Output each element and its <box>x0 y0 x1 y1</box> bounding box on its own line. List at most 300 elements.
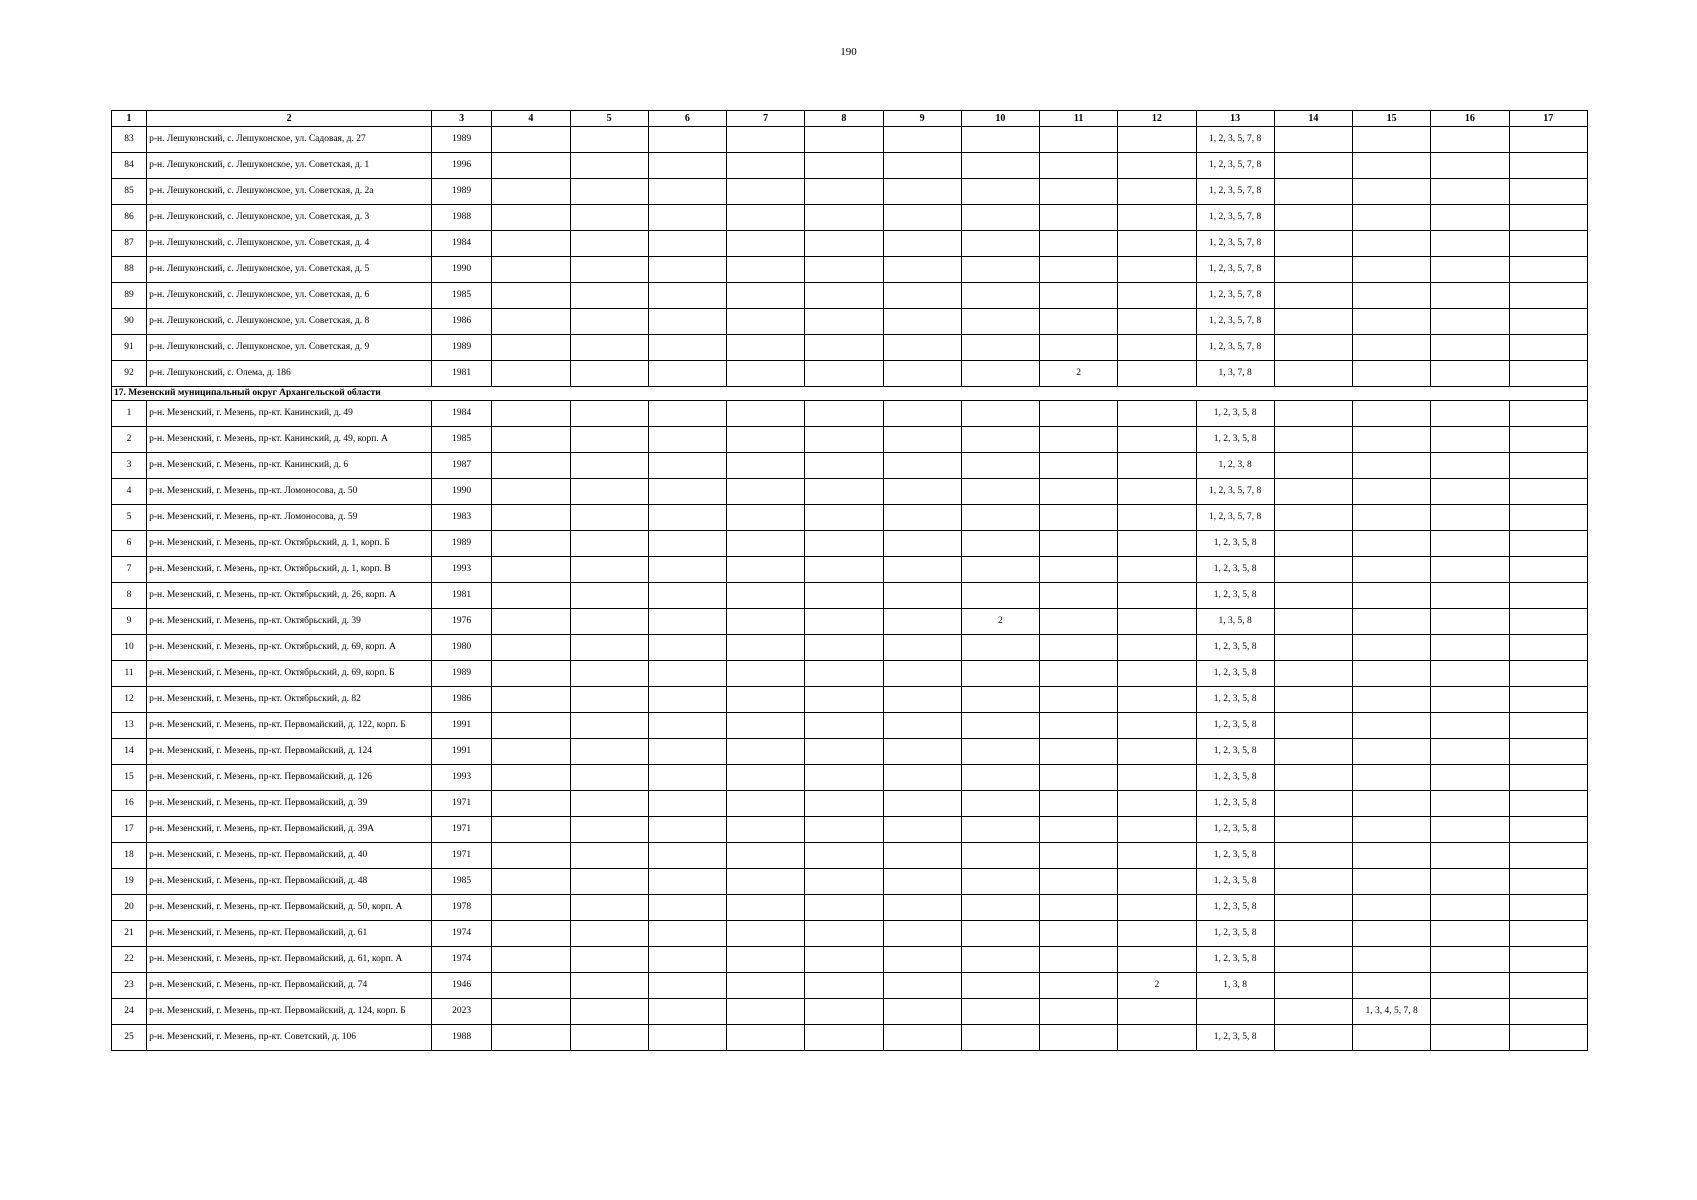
table-cell <box>1274 283 1352 309</box>
table-row <box>112 231 1588 257</box>
column-header: 15 <box>1353 111 1431 127</box>
column-header: 11 <box>1040 111 1118 127</box>
table-cell <box>961 765 1039 791</box>
table-cell <box>1040 609 1118 635</box>
table-cell <box>961 231 1039 257</box>
table-cell <box>1509 531 1587 557</box>
column-header: 4 <box>492 111 570 127</box>
table-cell <box>961 661 1039 687</box>
column-header: 2 <box>147 111 432 127</box>
table-cell <box>1509 283 1587 309</box>
table-cell <box>492 427 570 453</box>
table-cell <box>1040 895 1118 921</box>
table-cell <box>570 283 648 309</box>
table-cell <box>1040 661 1118 687</box>
table-cell <box>961 401 1039 427</box>
table-cell <box>727 531 805 557</box>
table-cell <box>961 531 1039 557</box>
table-cell <box>1274 127 1352 153</box>
table-cell <box>492 257 570 283</box>
table-cell <box>1118 947 1196 973</box>
table-cell <box>1040 635 1118 661</box>
table-cell: 1, 2, 3, 5, 8 <box>1196 661 1274 687</box>
table-cell <box>1274 531 1352 557</box>
table-cell <box>805 895 883 921</box>
table-cell <box>1274 557 1352 583</box>
column-header: 3 <box>432 111 492 127</box>
table-cell <box>492 999 570 1025</box>
address-cell: р-н. Лешуконский, с. Лешуконское, ул. Советская, д. 4 <box>147 231 432 257</box>
table-cell <box>1118 283 1196 309</box>
table-cell <box>961 869 1039 895</box>
table-cell <box>492 687 570 713</box>
table-cell <box>1118 713 1196 739</box>
table-cell <box>883 765 961 791</box>
table-cell <box>1118 661 1196 687</box>
year-cell: 1993 <box>432 557 492 583</box>
table-cell <box>727 661 805 687</box>
table-cell <box>1431 283 1509 309</box>
table-cell <box>1118 999 1196 1025</box>
table-cell <box>1274 257 1352 283</box>
address-cell: р-н. Мезенский, г. Мезень, пр-кт. Ломоносова, д. 59 <box>147 505 432 531</box>
table-cell <box>648 609 726 635</box>
column-header: 9 <box>883 111 961 127</box>
table-cell <box>961 205 1039 231</box>
table-cell <box>1274 453 1352 479</box>
column-header: 6 <box>648 111 726 127</box>
year-cell: 1993 <box>432 765 492 791</box>
table-cell <box>1118 205 1196 231</box>
year-cell: 1981 <box>432 583 492 609</box>
table-row <box>112 179 1588 205</box>
table-cell <box>1431 427 1509 453</box>
table-cell <box>727 843 805 869</box>
table-cell <box>648 661 726 687</box>
table-cell: 1, 2, 3, 5, 8 <box>1196 843 1274 869</box>
row-number-cell: 19 <box>112 869 147 895</box>
table-cell <box>1509 257 1587 283</box>
table-cell <box>1509 309 1587 335</box>
table-cell <box>805 609 883 635</box>
table-cell <box>961 999 1039 1025</box>
table-cell <box>1274 843 1352 869</box>
table-cell <box>1509 999 1587 1025</box>
table-cell <box>1509 869 1587 895</box>
year-cell: 1989 <box>432 531 492 557</box>
year-cell: 1989 <box>432 661 492 687</box>
address-cell: р-н. Лешуконский, с. Лешуконское, ул. Советская, д. 6 <box>147 283 432 309</box>
table-cell <box>570 843 648 869</box>
table-cell <box>727 401 805 427</box>
table-cell <box>1509 843 1587 869</box>
address-cell: р-н. Лешуконский, с. Лешуконское, ул. Советская, д. 2а <box>147 179 432 205</box>
table-cell <box>883 401 961 427</box>
table-cell <box>883 557 961 583</box>
table-cell <box>1431 205 1509 231</box>
table-cell <box>805 817 883 843</box>
table-cell <box>961 973 1039 999</box>
table-cell <box>1431 127 1509 153</box>
table-cell <box>1118 1025 1196 1051</box>
table-cell <box>1353 309 1431 335</box>
table-cell <box>1431 947 1509 973</box>
table-cell <box>492 921 570 947</box>
table-cell <box>570 401 648 427</box>
row-number-cell: 5 <box>112 505 147 531</box>
table-cell <box>805 531 883 557</box>
column-header: 5 <box>570 111 648 127</box>
table-cell <box>1509 505 1587 531</box>
table-row <box>112 309 1588 335</box>
address-cell: р-н. Мезенский, г. Мезень, пр-кт. Первомайский, д. 48 <box>147 869 432 895</box>
table-cell <box>1118 765 1196 791</box>
year-cell: 1996 <box>432 153 492 179</box>
table-cell <box>961 479 1039 505</box>
address-cell: р-н. Мезенский, г. Мезень, пр-кт. Октябрьский, д. 82 <box>147 687 432 713</box>
table-cell <box>648 791 726 817</box>
table-cell <box>570 765 648 791</box>
column-header: 13 <box>1196 111 1274 127</box>
table-cell <box>1353 361 1431 387</box>
table-cell <box>727 609 805 635</box>
table-cell <box>1353 583 1431 609</box>
table-cell <box>883 921 961 947</box>
table-cell <box>1196 999 1274 1025</box>
table-row <box>112 687 1588 713</box>
table-cell <box>883 309 961 335</box>
table-cell <box>570 127 648 153</box>
row-number-cell: 18 <box>112 843 147 869</box>
table-cell <box>1274 635 1352 661</box>
table-cell <box>648 947 726 973</box>
table-cell <box>883 713 961 739</box>
year-cell: 1986 <box>432 687 492 713</box>
table-cell <box>1509 557 1587 583</box>
table-cell <box>805 557 883 583</box>
table-row <box>112 205 1588 231</box>
table-cell <box>492 635 570 661</box>
row-number-cell: 90 <box>112 309 147 335</box>
table-cell <box>570 179 648 205</box>
table-cell <box>1040 999 1118 1025</box>
table-cell <box>727 557 805 583</box>
table-cell <box>1274 895 1352 921</box>
table-row <box>112 635 1588 661</box>
table-cell <box>1353 609 1431 635</box>
table-cell <box>961 687 1039 713</box>
table-cell <box>1274 231 1352 257</box>
table-cell <box>492 231 570 257</box>
table-cell <box>492 153 570 179</box>
table-cell <box>883 479 961 505</box>
table-cell <box>1431 453 1509 479</box>
table-cell <box>1118 453 1196 479</box>
table-cell <box>570 973 648 999</box>
table-cell <box>648 427 726 453</box>
table-cell <box>1118 127 1196 153</box>
section-title: 17. Мезенский муниципальный округ Архангельской области <box>112 387 1588 401</box>
address-cell: р-н. Мезенский, г. Мезень, пр-кт. Первомайский, д. 124, корп. Б <box>147 999 432 1025</box>
table-cell <box>727 687 805 713</box>
column-header: 8 <box>805 111 883 127</box>
table-cell <box>1431 505 1509 531</box>
table-cell <box>727 361 805 387</box>
table-cell <box>1353 557 1431 583</box>
table-cell <box>1040 687 1118 713</box>
table-cell <box>727 921 805 947</box>
row-number-cell: 92 <box>112 361 147 387</box>
table-cell <box>1274 687 1352 713</box>
table-cell: 1, 2, 3, 5, 7, 8 <box>1196 153 1274 179</box>
row-number-cell: 25 <box>112 1025 147 1051</box>
table-cell <box>805 713 883 739</box>
table-cell <box>492 791 570 817</box>
table-row <box>112 479 1588 505</box>
table-cell <box>1353 257 1431 283</box>
table-cell <box>1353 479 1431 505</box>
address-cell: р-н. Мезенский, г. Мезень, пр-кт. Первомайский, д. 74 <box>147 973 432 999</box>
table-cell <box>883 453 961 479</box>
table-cell: 1, 2, 3, 5, 7, 8 <box>1196 309 1274 335</box>
table-cell <box>648 739 726 765</box>
table-cell <box>1118 869 1196 895</box>
row-number-cell: 12 <box>112 687 147 713</box>
table-cell <box>1040 453 1118 479</box>
row-number-cell: 3 <box>112 453 147 479</box>
year-cell: 1978 <box>432 895 492 921</box>
table-cell <box>1040 479 1118 505</box>
table-cell <box>570 231 648 257</box>
table-cell <box>961 283 1039 309</box>
table-cell <box>805 505 883 531</box>
table-cell <box>1353 179 1431 205</box>
table-cell <box>727 895 805 921</box>
row-number-cell: 22 <box>112 947 147 973</box>
table-cell <box>1509 231 1587 257</box>
table-cell <box>1118 153 1196 179</box>
table-row <box>112 843 1588 869</box>
table-cell <box>1431 479 1509 505</box>
table-cell <box>1431 1025 1509 1051</box>
address-cell: р-н. Мезенский, г. Мезень, пр-кт. Первомайский, д. 61, корп. А <box>147 947 432 973</box>
table-cell <box>1353 973 1431 999</box>
row-number-cell: 21 <box>112 921 147 947</box>
table-cell <box>727 999 805 1025</box>
table-cell <box>1118 361 1196 387</box>
table-cell <box>805 921 883 947</box>
table-cell <box>1431 179 1509 205</box>
table-cell <box>570 1025 648 1051</box>
table-cell <box>883 635 961 661</box>
table-cell <box>1431 999 1509 1025</box>
table-cell <box>1118 635 1196 661</box>
table-cell <box>1509 583 1587 609</box>
table-cell <box>1040 257 1118 283</box>
table-cell <box>1509 947 1587 973</box>
table-row <box>112 401 1588 427</box>
address-cell: р-н. Мезенский, г. Мезень, пр-кт. Канинский, д. 49 <box>147 401 432 427</box>
table-row <box>112 921 1588 947</box>
table-cell <box>1274 999 1352 1025</box>
table-cell <box>1431 739 1509 765</box>
table-cell: 1, 3, 8 <box>1196 973 1274 999</box>
table-cell <box>648 557 726 583</box>
table-cell <box>1118 739 1196 765</box>
table-cell: 1, 2, 3, 5, 8 <box>1196 869 1274 895</box>
table-cell <box>1509 127 1587 153</box>
table-cell <box>1353 739 1431 765</box>
table-row <box>112 661 1588 687</box>
year-cell: 1971 <box>432 817 492 843</box>
table-cell: 1, 3, 5, 8 <box>1196 609 1274 635</box>
table-cell <box>1509 335 1587 361</box>
row-number-cell: 20 <box>112 895 147 921</box>
table-cell <box>1118 817 1196 843</box>
table-cell <box>1040 283 1118 309</box>
table-cell <box>492 283 570 309</box>
table-row <box>112 427 1588 453</box>
table-cell <box>1274 205 1352 231</box>
table-cell <box>1118 505 1196 531</box>
table-cell <box>648 179 726 205</box>
table-cell <box>727 869 805 895</box>
table-cell <box>1353 713 1431 739</box>
table-cell: 1, 2, 3, 5, 7, 8 <box>1196 205 1274 231</box>
table-cell <box>492 335 570 361</box>
table-cell <box>1118 895 1196 921</box>
table-cell <box>492 947 570 973</box>
address-cell: р-н. Лешуконский, с. Лешуконское, ул. Советская, д. 3 <box>147 205 432 231</box>
table-cell <box>727 791 805 817</box>
table-cell <box>1431 661 1509 687</box>
table-row <box>112 713 1588 739</box>
table-cell: 2 <box>1118 973 1196 999</box>
table-cell <box>1353 401 1431 427</box>
table-cell <box>805 127 883 153</box>
table-cell <box>805 453 883 479</box>
table-row <box>112 283 1588 309</box>
table-cell: 1, 2, 3, 5, 8 <box>1196 791 1274 817</box>
table-cell <box>805 179 883 205</box>
table-cell <box>961 335 1039 361</box>
table-cell <box>1353 231 1431 257</box>
table-cell <box>648 583 726 609</box>
row-number-cell: 7 <box>112 557 147 583</box>
table-cell <box>883 739 961 765</box>
table-cell <box>1353 531 1431 557</box>
table-cell <box>727 453 805 479</box>
table-cell <box>648 687 726 713</box>
table-cell <box>727 583 805 609</box>
table-cell <box>1040 205 1118 231</box>
table-cell <box>1118 427 1196 453</box>
year-cell: 1974 <box>432 947 492 973</box>
table-cell <box>648 205 726 231</box>
table-cell <box>492 661 570 687</box>
table-cell <box>648 973 726 999</box>
table-cell <box>1353 205 1431 231</box>
table-cell <box>1118 687 1196 713</box>
year-cell: 1988 <box>432 205 492 231</box>
table-cell <box>1509 609 1587 635</box>
table-cell <box>805 427 883 453</box>
column-header: 7 <box>727 111 805 127</box>
table-row <box>112 817 1588 843</box>
table-cell <box>1509 361 1587 387</box>
table-cell: 1, 2, 3, 5, 7, 8 <box>1196 231 1274 257</box>
table-cell: 1, 2, 3, 5, 8 <box>1196 531 1274 557</box>
address-cell: р-н. Лешуконский, с. Лешуконское, ул. Советская, д. 5 <box>147 257 432 283</box>
table-cell <box>1274 791 1352 817</box>
table-cell <box>570 453 648 479</box>
address-cell: р-н. Мезенский, г. Мезень, пр-кт. Октябрьский, д. 1, корп. В <box>147 557 432 583</box>
table-cell <box>648 505 726 531</box>
table-row <box>112 739 1588 765</box>
table-cell <box>1040 401 1118 427</box>
year-cell: 1989 <box>432 335 492 361</box>
table-row <box>112 557 1588 583</box>
table-cell: 1, 2, 3, 5, 8 <box>1196 921 1274 947</box>
table-cell <box>883 999 961 1025</box>
table-cell <box>1040 817 1118 843</box>
table-cell <box>1118 401 1196 427</box>
address-cell: р-н. Лешуконский, с. Лешуконское, ул. Советская, д. 9 <box>147 335 432 361</box>
year-cell: 1990 <box>432 257 492 283</box>
table-cell <box>1353 895 1431 921</box>
table-cell <box>492 361 570 387</box>
table-cell <box>1118 257 1196 283</box>
table-cell <box>570 309 648 335</box>
table-cell <box>648 635 726 661</box>
table-cell <box>1274 869 1352 895</box>
registry-table <box>111 110 1588 1051</box>
table-cell <box>1118 609 1196 635</box>
table-row <box>112 335 1588 361</box>
table-cell <box>570 687 648 713</box>
table-cell <box>1353 869 1431 895</box>
table-cell <box>570 205 648 231</box>
address-cell: р-н. Мезенский, г. Мезень, пр-кт. Первомайский, д. 61 <box>147 921 432 947</box>
table-cell <box>1509 205 1587 231</box>
table-cell <box>1118 531 1196 557</box>
address-cell: р-н. Мезенский, г. Мезень, пр-кт. Канинский, д. 49, корп. А <box>147 427 432 453</box>
table-cell <box>883 505 961 531</box>
table-cell <box>492 895 570 921</box>
table-row <box>112 609 1588 635</box>
table-cell <box>570 531 648 557</box>
table-cell <box>492 609 570 635</box>
table-cell <box>1274 401 1352 427</box>
table-cell <box>1040 231 1118 257</box>
table-cell <box>1509 713 1587 739</box>
table-cell <box>570 713 648 739</box>
address-cell: р-н. Мезенский, г. Мезень, пр-кт. Первомайский, д. 39А <box>147 817 432 843</box>
address-cell: р-н. Мезенский, г. Мезень, пр-кт. Первомайский, д. 126 <box>147 765 432 791</box>
table-cell <box>648 921 726 947</box>
table-row <box>112 973 1588 999</box>
table-cell <box>1353 505 1431 531</box>
year-cell: 1984 <box>432 401 492 427</box>
table-cell <box>1353 947 1431 973</box>
table-cell <box>961 127 1039 153</box>
table-cell <box>883 973 961 999</box>
year-cell: 1985 <box>432 427 492 453</box>
table-cell <box>961 153 1039 179</box>
table-cell <box>883 257 961 283</box>
table-cell <box>1509 687 1587 713</box>
table-cell <box>883 179 961 205</box>
